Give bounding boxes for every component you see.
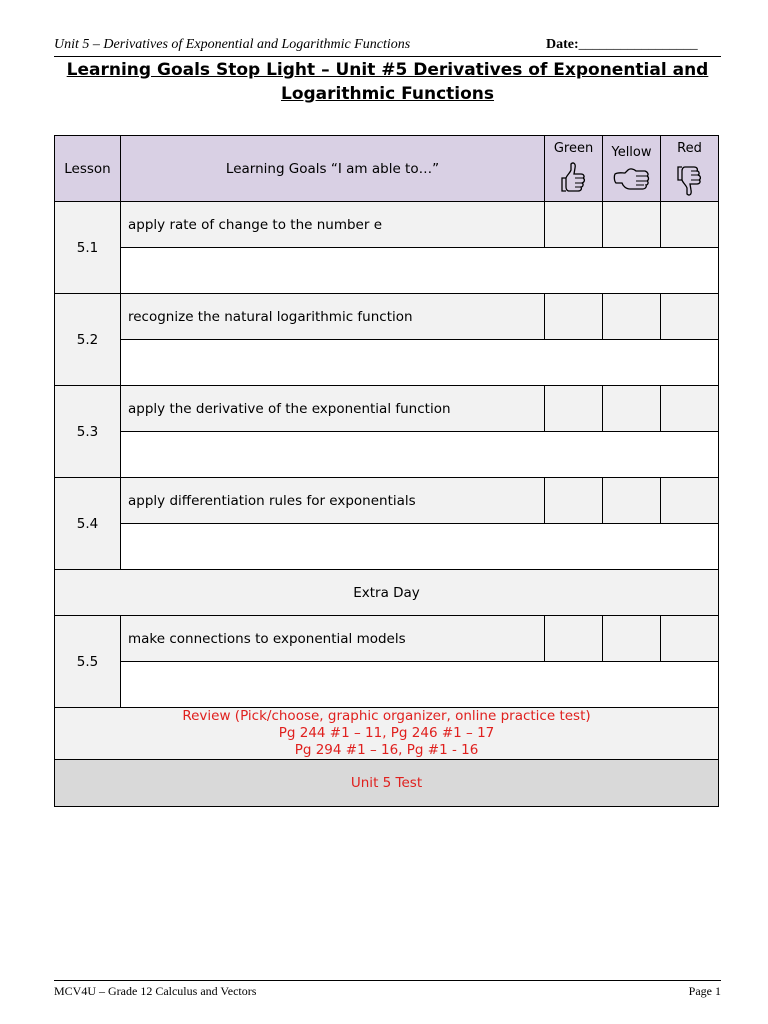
table-row [55,386,719,432]
green-check-cell[interactable] [545,386,603,432]
page-number: Page 1 [688,984,721,998]
yellow-check-cell[interactable] [603,616,661,662]
date-blank: _________________ [578,37,698,52]
yellow-check-cell[interactable] [603,478,661,524]
green-label: Green [553,140,594,156]
date-label: Date: [546,37,579,52]
red-check-cell[interactable] [661,294,719,340]
green-check-cell[interactable] [545,202,603,248]
yellow-check-cell[interactable] [603,202,661,248]
yellow-check-cell[interactable] [603,294,661,340]
lesson-column-header: Lesson [55,136,121,202]
title-line-2: Logarithmic Functions [280,84,495,104]
yellow-label: Yellow [611,144,652,160]
review-line-1: Review (Pick/choose, graphic organizer, online practice test) [182,708,591,724]
red-check-cell[interactable] [661,386,719,432]
date-field [546,37,698,53]
thumbs-up-icon [559,160,589,198]
notes-cell[interactable] [121,524,719,570]
notes-row [55,524,719,570]
notes-row [55,248,719,294]
notes-cell[interactable] [121,662,719,708]
review-row [55,708,719,760]
page-header [54,36,721,57]
learning-goals-table [54,135,719,807]
lesson-number: 5.4 [55,478,121,570]
learning-goal: apply the derivative of the exponential function [121,386,545,432]
red-check-cell[interactable] [661,202,719,248]
lesson-number: 5.2 [55,294,121,386]
notes-cell[interactable] [121,340,719,386]
table-header-row [55,136,719,202]
red-column-header [661,136,719,202]
unit-title: Unit 5 – Derivatives of Exponential and Logarithmic Functions [54,37,411,52]
learning-goal: apply differentiation rules for exponentials [121,478,545,524]
table-row [55,616,719,662]
yellow-column-header [603,136,661,202]
extra-day-row [55,570,719,616]
unit-test-label: Unit 5 Test [55,760,719,807]
table-row [55,294,719,340]
lesson-number: 5.3 [55,386,121,478]
red-check-cell[interactable] [661,616,719,662]
extra-day-label: Extra Day [55,570,719,616]
learning-goal: make connections to exponential models [121,616,545,662]
learning-goal: apply rate of change to the number e [121,202,545,248]
page-title [54,58,721,106]
notes-cell[interactable] [121,248,719,294]
green-check-cell[interactable] [545,478,603,524]
green-column-header [545,136,603,202]
red-check-cell[interactable] [661,478,719,524]
review-cell [55,708,719,760]
review-line-2: Pg 244 #1 – 11, Pg 246 #1 – 17 [278,725,495,741]
table-row [55,478,719,524]
course-label: MCV4U – Grade 12 Calculus and Vectors [54,984,257,998]
goals-column-header: Learning Goals “I am able to…” [121,136,545,202]
notes-cell[interactable] [121,432,719,478]
green-check-cell[interactable] [545,294,603,340]
thumbs-down-icon [675,160,705,198]
title-line-1: Learning Goals Stop Light – Unit #5 Derivatives of Exponential and [66,60,709,80]
table-row [55,202,719,248]
test-row [55,760,719,807]
page-footer [54,980,721,1001]
review-line-3: Pg 294 #1 – 16, Pg #1 - 16 [294,742,479,758]
lesson-number: 5.5 [55,616,121,708]
thumbs-sideways-icon [612,164,652,194]
red-label: Red [677,140,702,156]
notes-row [55,340,719,386]
learning-goal: recognize the natural logarithmic function [121,294,545,340]
yellow-check-cell[interactable] [603,386,661,432]
lesson-number: 5.1 [55,202,121,294]
notes-row [55,662,719,708]
notes-row [55,432,719,478]
green-check-cell[interactable] [545,616,603,662]
